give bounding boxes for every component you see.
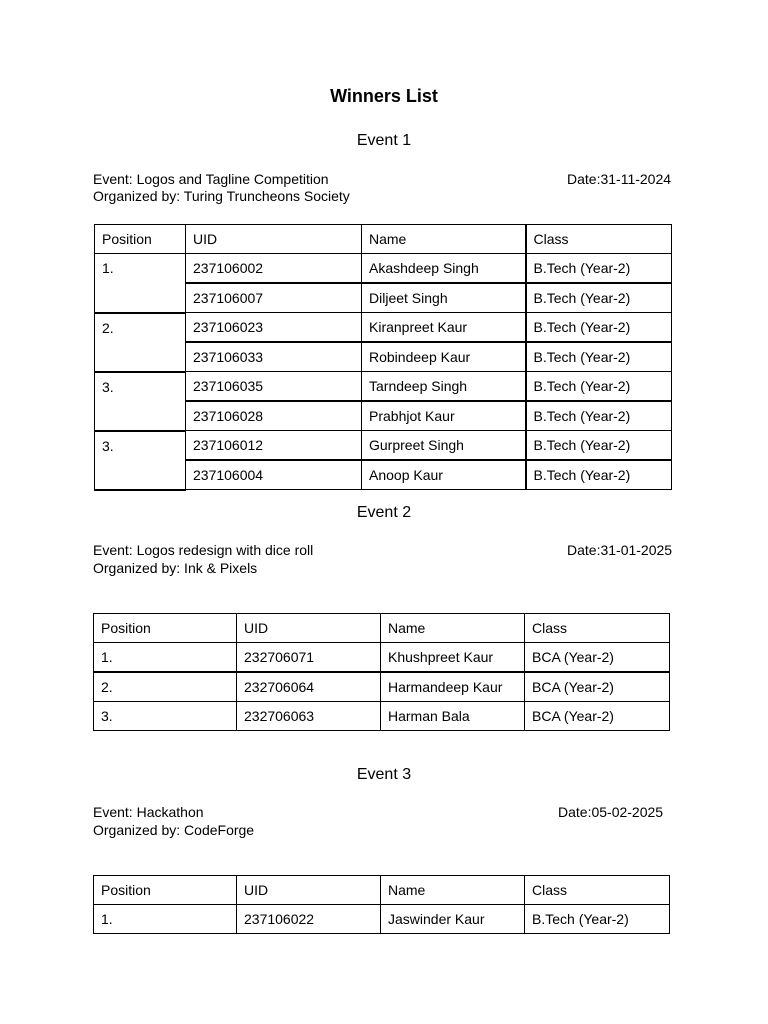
table-row [95,313,672,343]
name-cell: Robindeep Kaur [362,342,526,372]
uid-cell: 237106023 [186,313,362,343]
table-row [95,254,672,284]
page-title: Winners List [330,86,438,106]
event-1-winners-table [94,224,672,491]
event-1-heading: Event 1 [356,132,412,149]
uid-cell: 232706064 [237,672,381,702]
event-3-organizer: Organized by: CodeForge [93,822,255,838]
position-cell: 1. [95,254,186,313]
class-cell: BCA (Year-2) [525,702,670,731]
event-1-date: Date:31-11-2024 [567,171,672,187]
table-row [94,702,670,731]
uid-cell: 237106035 [186,372,362,402]
uid-cell: 237106002 [186,254,362,284]
class-cell: B.Tech (Year-2) [526,401,672,431]
table-row [95,431,672,461]
uid-cell: 237106022 [237,905,381,934]
name-cell: Tarndeep Singh [362,372,526,402]
name-cell: Prabhjot Kaur [362,401,526,431]
position-cell: 2. [95,313,186,372]
class-cell: B.Tech (Year-2) [526,254,672,284]
position-cell: 1. [94,643,237,673]
event-3-name: Event: Hackathon [93,804,204,820]
table-row [95,372,672,402]
header-uid: UID [237,876,381,905]
class-cell: B.Tech (Year-2) [526,372,672,402]
table-row [94,905,670,934]
uid-cell: 232706071 [237,643,381,673]
header-class: Class [526,225,672,254]
uid-cell: 237106012 [186,431,362,461]
class-cell: BCA (Year-2) [525,672,670,702]
header-name: Name [381,876,525,905]
class-cell: BCA (Year-2) [525,643,670,673]
class-cell: B.Tech (Year-2) [526,283,672,313]
name-cell: Kiranpreet Kaur [362,313,526,343]
name-cell: Harmandeep Kaur [381,672,525,702]
name-cell: Diljeet Singh [362,283,526,313]
event-3-winners-table [93,875,670,934]
header-class: Class [525,614,670,643]
uid-cell: 237106004 [186,460,362,490]
header-position: Position [94,876,237,905]
event-1-organizer: Organized by: Turing Truncheons Society [93,188,350,204]
event-2-name: Event: Logos redesign with dice roll [93,542,314,558]
header-class: Class [525,876,670,905]
event-3-heading: Event 3 [356,766,412,783]
event-1-name: Event: Logos and Tagline Competition [93,171,329,187]
position-cell: 3. [94,702,237,731]
position-cell: 3. [95,372,186,431]
position-cell: 2. [94,672,237,702]
class-cell: B.Tech (Year-2) [526,460,672,490]
name-cell: Jaswinder Kaur [381,905,525,934]
name-cell: Gurpreet Singh [362,431,526,461]
event-2-heading: Event 2 [356,504,412,521]
class-cell: B.Tech (Year-2) [526,431,672,461]
name-cell: Anoop Kaur [362,460,526,490]
table-row [94,643,670,673]
header-name: Name [381,614,525,643]
header-position: Position [94,614,237,643]
table-header-row [94,614,670,643]
table-header-row [94,876,670,905]
uid-cell: 237106007 [186,283,362,313]
class-cell: B.Tech (Year-2) [525,905,670,934]
uid-cell: 237106033 [186,342,362,372]
position-cell: 1. [94,905,237,934]
event-3-date: Date:05-02-2025 [558,804,664,820]
name-cell: Harman Bala [381,702,525,731]
name-cell: Khushpreet Kaur [381,643,525,673]
event-2-organizer: Organized by: Ink & Pixels [93,560,258,576]
header-uid: UID [186,225,362,254]
name-cell: Akashdeep Singh [362,254,526,284]
position-cell: 3. [95,431,186,490]
uid-cell: 232706063 [237,702,381,731]
uid-cell: 237106028 [186,401,362,431]
class-cell: B.Tech (Year-2) [526,342,672,372]
header-position: Position [95,225,186,254]
table-row [94,672,670,702]
event-2-winners-table [93,613,670,731]
header-name: Name [362,225,526,254]
header-uid: UID [237,614,381,643]
event-2-date: Date:31-01-2025 [567,542,673,558]
class-cell: B.Tech (Year-2) [526,313,672,343]
table-header-row [95,225,672,254]
